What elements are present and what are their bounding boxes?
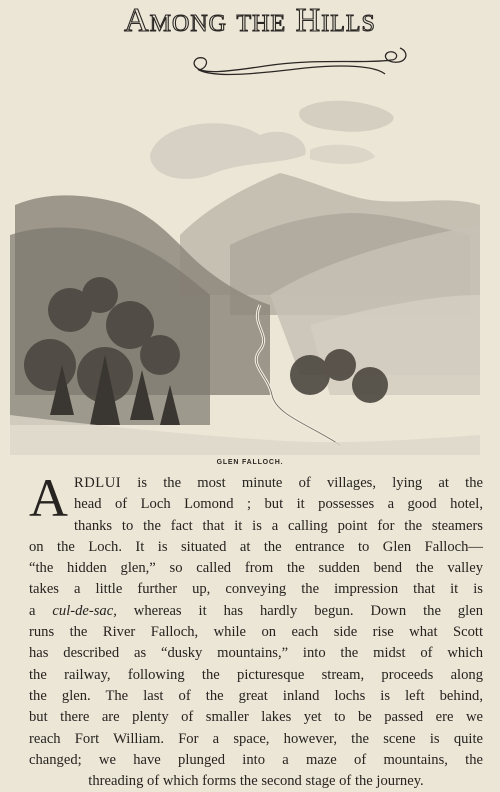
drop-cap: A [29, 468, 68, 528]
text-line-8: runs the River Falloch, while on each side rise what Scott [29, 624, 483, 641]
glen-falloch-illustration [10, 95, 490, 455]
page-title: Among the Hills [124, 2, 376, 39]
text-line-7: a cul-de-sac, whereas it has hardly begun. Down the glen [29, 602, 483, 619]
text-line-15: threading of which forms the second stage of the journey. [88, 773, 424, 790]
text-line-11: the glen. The last of the great inland lochs is left behind, [29, 687, 483, 704]
text-line-12: but there are plenty of smaller lakes yet to be passed ere we [29, 709, 483, 726]
title-flourish [185, 44, 415, 84]
text-line-13: reach Fort William. For a space, however, the scene is quite [29, 730, 483, 747]
text-line-4: on the Loch. It is situated at the entrance to Glen Falloch— [29, 538, 483, 555]
text-line-3: thanks to the fact that it is a calling point for the steamers [74, 517, 483, 534]
italic-term: cul-de-sac, [52, 602, 117, 619]
text-line-9: has described as “dusky mountains,” into the midst of which [29, 645, 483, 662]
text-line-14: changed; we have plunged into a maze of mountains, the [29, 751, 483, 768]
text-line-6: takes a little further up, conveying the impression that it is [29, 581, 483, 598]
text-line-2: head of Loch Lomond ; but it possesses a good hotel, [74, 496, 483, 513]
illustration-caption: GLEN FALLOCH. [216, 459, 284, 466]
text-line-10: the railway, following the picturesque stream, proceeds along [29, 666, 483, 683]
text-line-5: “the hidden glen,” so called from the sudden bend the valley [29, 560, 483, 577]
text-line-1: RDLUI is the most minute of villages, lying at the [74, 475, 483, 491]
body-paragraph [29, 468, 483, 792]
